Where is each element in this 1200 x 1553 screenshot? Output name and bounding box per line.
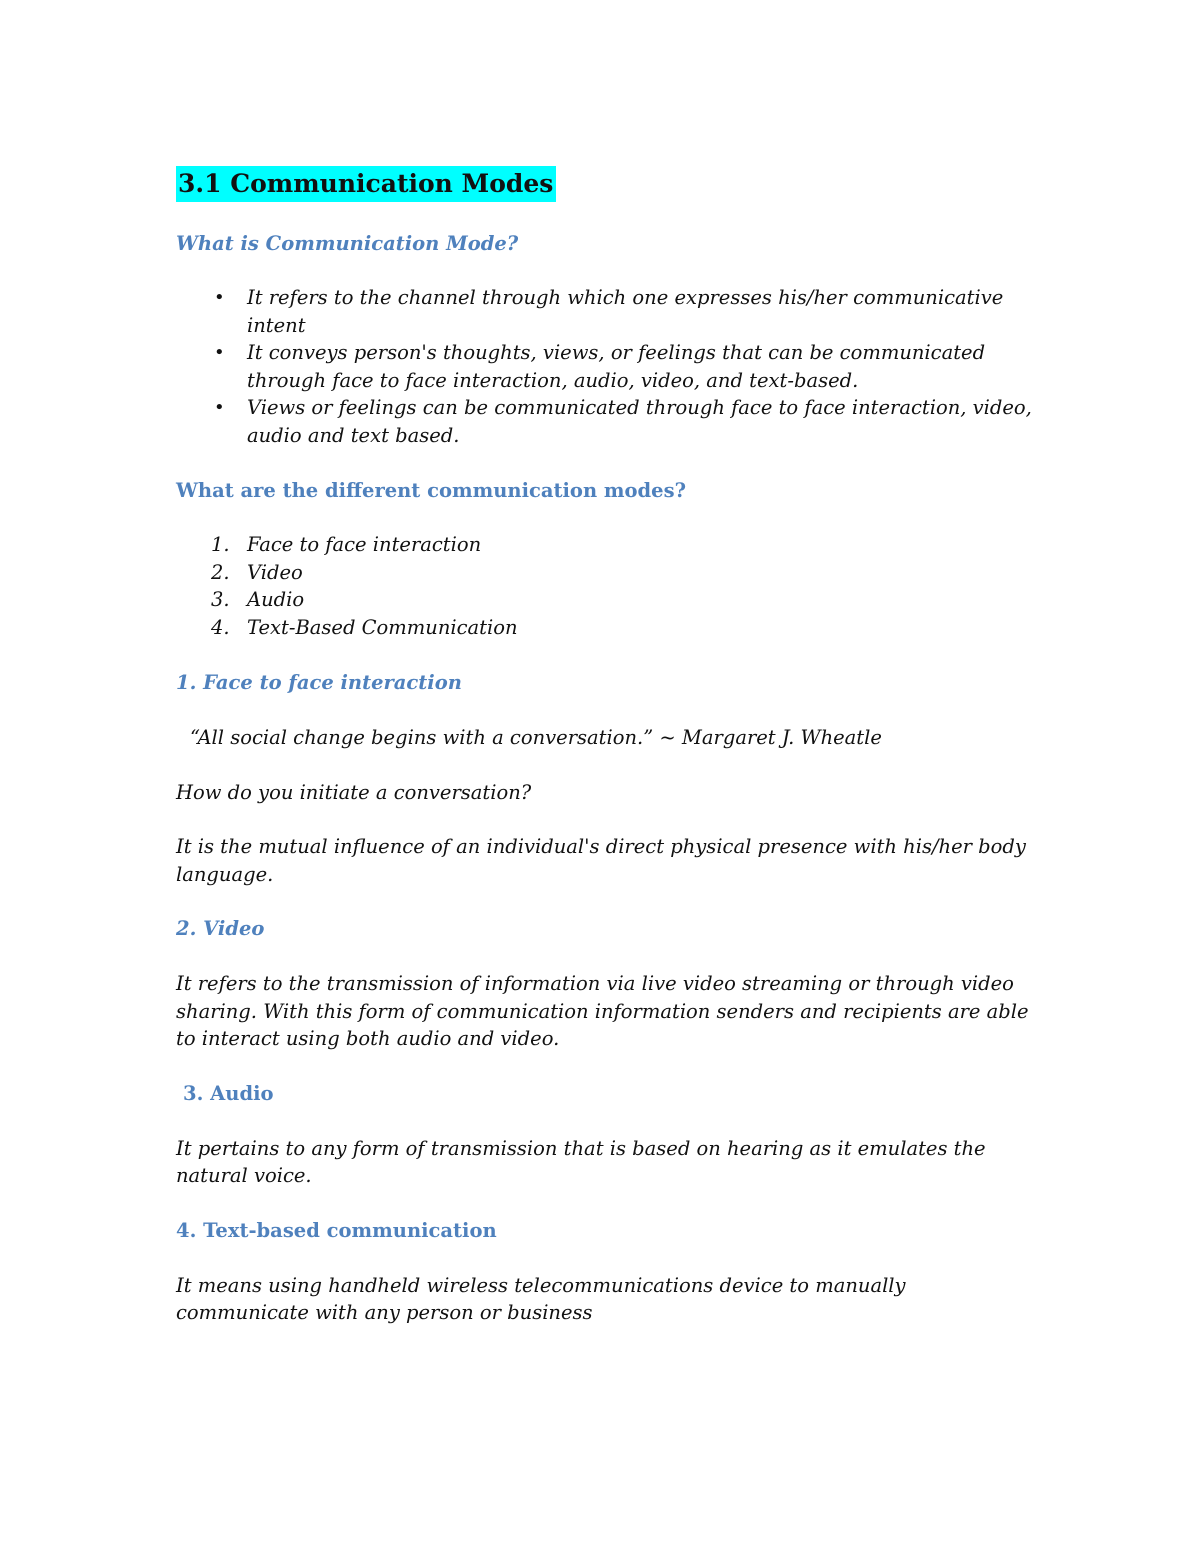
page-title: 3.1 Communication Modes bbox=[176, 166, 556, 202]
list-item bbox=[176, 531, 1036, 559]
list-text: Audio bbox=[247, 588, 305, 611]
bullet-text: It refers to the channel through which one expresses his/her communicative intent bbox=[247, 286, 1004, 337]
list-item bbox=[176, 559, 1036, 587]
audio-body: It pertains to any form of transmission that is based on hearing as it emulates the natural voice. bbox=[176, 1136, 986, 1187]
spacer bbox=[176, 1108, 1036, 1135]
bullet-icon: • bbox=[214, 342, 225, 363]
section-heading-audio: 3. Audio bbox=[183, 1081, 274, 1105]
list-item bbox=[176, 586, 1036, 614]
spacer bbox=[176, 1190, 1036, 1217]
spacer bbox=[176, 806, 1036, 833]
spacer bbox=[176, 1245, 1036, 1272]
title-wrap bbox=[176, 166, 1036, 202]
list-number: 1. bbox=[211, 533, 230, 556]
list-text: Face to face interaction bbox=[247, 533, 482, 556]
list-text: Video bbox=[247, 560, 303, 584]
bullet-item bbox=[176, 284, 1036, 339]
spacer bbox=[176, 1053, 1036, 1080]
section-heading-face-to-face: 1. Face to face interaction bbox=[176, 671, 462, 694]
spacer bbox=[176, 943, 1036, 970]
list-number: 2. bbox=[211, 560, 230, 584]
list-number: 3. bbox=[211, 588, 230, 611]
face-to-face-body: It is the mutual influence of an individual's direct physical presence with his/her body language. bbox=[176, 835, 1026, 886]
bullet-item bbox=[176, 394, 1036, 449]
bullet-text: Views or feelings can be communicated through face to face interaction, video, audio and text based. bbox=[247, 396, 1032, 447]
list-item bbox=[176, 614, 1036, 642]
section-heading-text-based: 4. Text-based communication bbox=[176, 1218, 497, 1242]
bullet-item bbox=[176, 339, 1036, 394]
bullet-icon: • bbox=[214, 287, 225, 308]
question-different-modes: What are the different communication modes? bbox=[176, 479, 686, 502]
document-page bbox=[176, 166, 1036, 1327]
spacer bbox=[176, 752, 1036, 779]
definition-bullet-list bbox=[176, 284, 1036, 449]
spacer bbox=[176, 888, 1036, 915]
text-based-body: It means using handheld wireless telecommunications device to manually communicate with any person or business bbox=[176, 1273, 906, 1324]
bullet-icon: • bbox=[214, 397, 225, 418]
question-communication-mode: What is Communication Mode? bbox=[176, 232, 519, 255]
initiate-question: How do you initiate a conversation? bbox=[176, 780, 532, 804]
list-text: Text-Based Communication bbox=[247, 615, 518, 639]
bullet-text: It conveys person's thoughts, views, or feelings that can be communicated through face to face interaction, audio, video, and text-based. bbox=[247, 341, 986, 392]
video-body: It refers to the transmission of information via live video streaming or through video sharing. With this form of communication information senders and recipients are able to interact using both audio and video. bbox=[176, 972, 1029, 1050]
section-heading-video: 2. Video bbox=[176, 917, 265, 940]
spacer bbox=[176, 697, 1036, 724]
modes-numbered-list bbox=[176, 531, 1036, 641]
quote-text: “All social change begins with a conversation.” ~ Margaret J. Wheatle bbox=[190, 726, 882, 749]
list-number: 4. bbox=[211, 615, 230, 639]
